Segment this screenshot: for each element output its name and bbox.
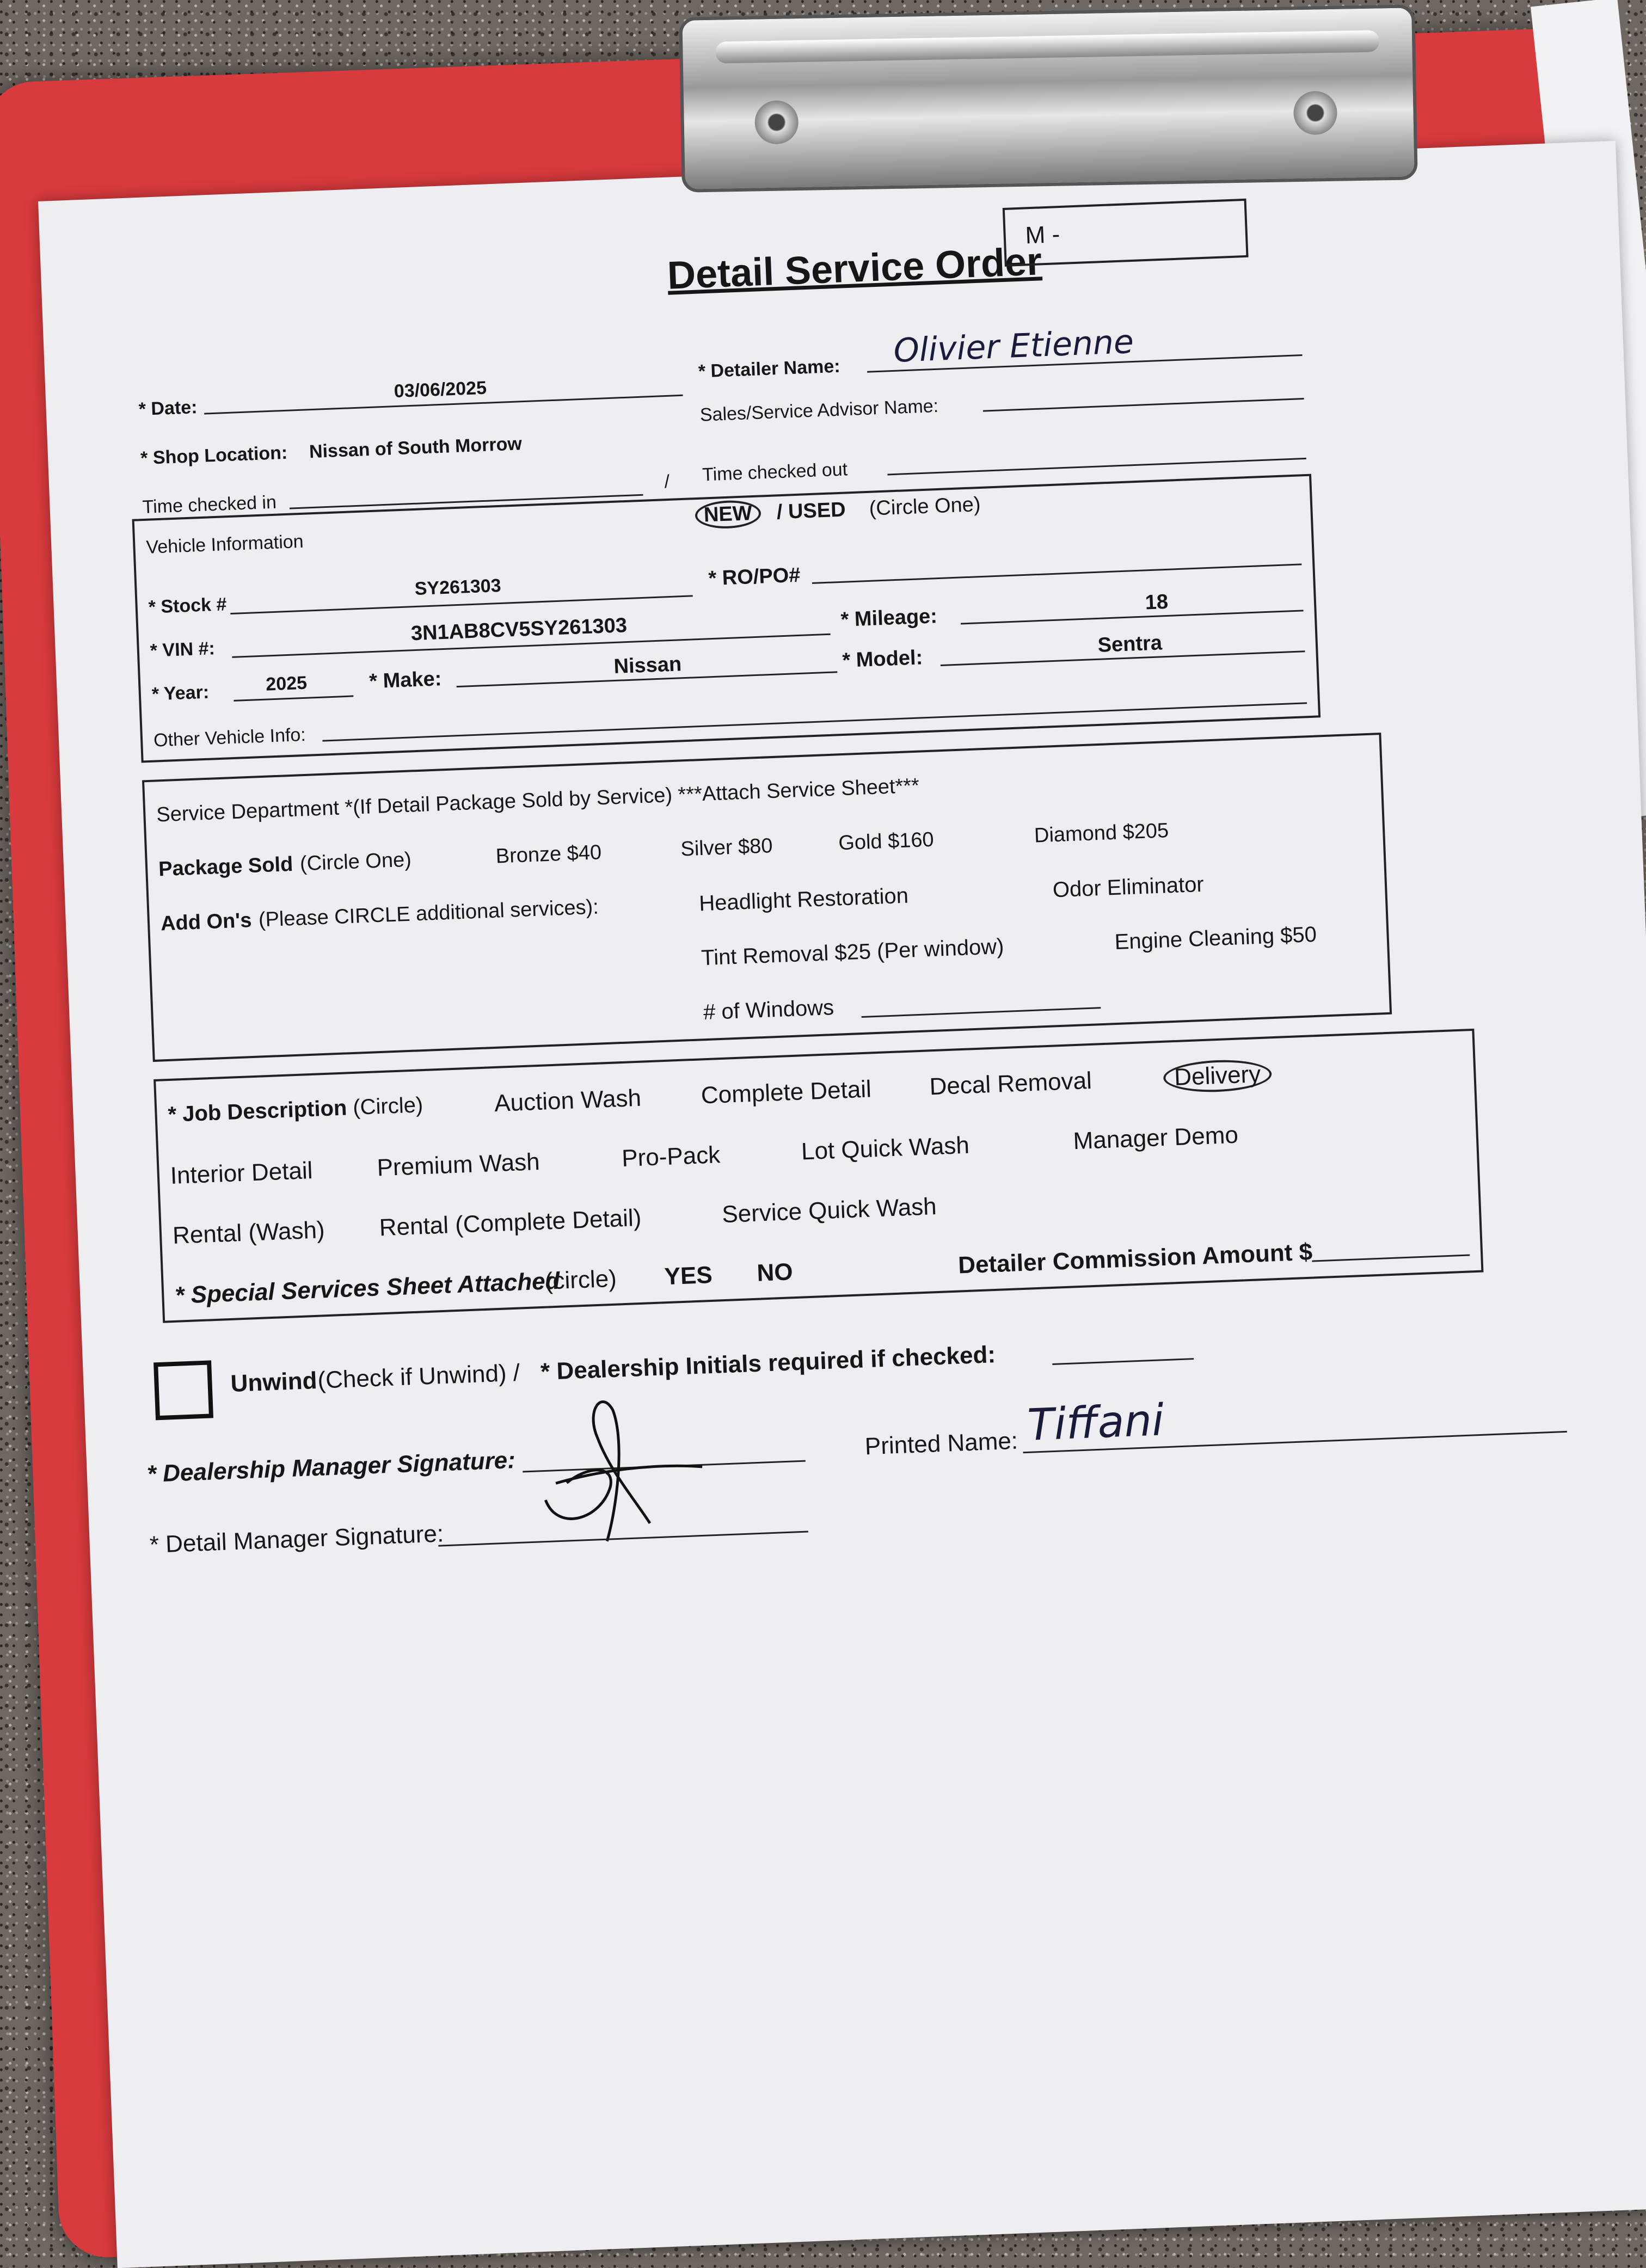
special-hint: (circle)	[544, 1265, 617, 1295]
detailer-value: Olivier Etienne	[893, 322, 1135, 370]
special-no[interactable]: NO	[756, 1258, 794, 1287]
time-out-field[interactable]	[887, 458, 1306, 476]
job-auction-wash[interactable]: Auction Wash	[494, 1084, 642, 1117]
make-value: Nissan	[613, 653, 682, 679]
unwind-hint: (Check if Unwind) /	[317, 1359, 520, 1394]
stock-field[interactable]	[230, 595, 692, 614]
year-field[interactable]	[234, 695, 353, 701]
clipboard-clip	[679, 4, 1417, 193]
make-label: * Make:	[368, 667, 443, 693]
windows-field[interactable]	[862, 1007, 1101, 1018]
package-label: Package Sold	[158, 852, 294, 881]
form-title: Detail Service Order	[666, 239, 1043, 298]
time-out-label: Time checked out	[702, 459, 848, 485]
package-bronze[interactable]: Bronze $40	[495, 841, 602, 868]
year-value: 2025	[265, 672, 308, 695]
addon-headlight[interactable]: Headlight Restoration	[698, 883, 909, 916]
job-delivery[interactable]: Delivery	[1163, 1058, 1272, 1094]
advisor-label: Sales/Service Advisor Name:	[699, 395, 939, 426]
stock-value: SY261303	[414, 575, 502, 599]
shop-value: Nissan of South Morrow	[309, 433, 523, 463]
job-manager-demo[interactable]: Manager Demo	[1072, 1121, 1239, 1155]
mgr-signature	[519, 1374, 722, 1556]
mileage-value: 18	[1145, 590, 1169, 614]
clip-rivet-left	[754, 100, 799, 144]
commission-field[interactable]	[1312, 1254, 1470, 1262]
other-info-label: Other Vehicle Info:	[153, 724, 306, 751]
initials-field[interactable]	[1052, 1358, 1194, 1365]
job-rental-wash[interactable]: Rental (Wash)	[172, 1216, 325, 1249]
time-slash: /	[664, 471, 670, 493]
printed-name-label: Printed Name:	[864, 1427, 1018, 1460]
other-info-field[interactable]	[322, 702, 1307, 741]
m-number-box[interactable]	[1003, 199, 1249, 267]
job-interior-detail[interactable]: Interior Detail	[169, 1157, 314, 1189]
job-rental-complete[interactable]: Rental (Complete Detail)	[378, 1204, 642, 1241]
advisor-field[interactable]	[983, 398, 1304, 412]
initials-label: * Dealership Initials required if checked:	[540, 1341, 996, 1386]
ro-label: * RO/PO#	[708, 563, 801, 591]
year-label: * Year:	[151, 681, 210, 705]
service-heading: Service Department *(If Detail Package Sold by Service) ***Attach Service Sheet***	[156, 774, 920, 827]
package-diamond[interactable]: Diamond $205	[1034, 819, 1169, 847]
vin-label: * VIN #:	[150, 638, 216, 661]
addons-hint: (Please CIRCLE additional services):	[258, 895, 599, 932]
time-in-label: Time checked in	[142, 491, 277, 518]
addons-label: Add On's	[160, 908, 253, 936]
model-label: * Model:	[842, 646, 923, 672]
circle-one-hint: (Circle One)	[869, 493, 981, 520]
vehicle-section-label: Vehicle Information	[145, 531, 304, 558]
detailer-label: * Detailer Name:	[698, 355, 841, 382]
job-pro-pack[interactable]: Pro-Pack	[621, 1141, 721, 1172]
addon-tint[interactable]: Tint Removal $25 (Per window)	[701, 934, 1005, 970]
job-premium-wash[interactable]: Premium Wash	[376, 1148, 541, 1182]
printed-name-value: Tiffani	[1026, 1394, 1165, 1450]
stock-label: * Stock #	[148, 594, 228, 618]
job-hint: (Circle)	[352, 1093, 423, 1120]
job-label: * Job Description	[167, 1096, 348, 1127]
ro-field[interactable]	[812, 563, 1301, 584]
job-complete-detail[interactable]: Complete Detail	[701, 1075, 872, 1109]
vehicle-section	[132, 474, 1321, 763]
job-service-quick-wash[interactable]: Service Quick Wash	[721, 1193, 937, 1228]
commission-label: Detailer Commission Amount $	[957, 1238, 1313, 1279]
service-section	[142, 733, 1392, 1062]
date-label: * Date:	[138, 397, 198, 420]
service-order-form	[38, 141, 1646, 2268]
unwind-checkbox[interactable]	[153, 1360, 213, 1420]
new-option[interactable]: NEW	[695, 499, 761, 530]
special-label: * Special Services Sheet Attached	[174, 1267, 561, 1309]
mileage-label: * Mileage:	[840, 605, 938, 631]
special-yes[interactable]: YES	[664, 1261, 713, 1290]
package-silver[interactable]: Silver $80	[680, 834, 773, 861]
mgr-signature-label: * Dealership Manager Signature:	[146, 1447, 516, 1488]
job-lot-quick-wash[interactable]: Lot Quick Wash	[801, 1132, 970, 1165]
windows-label: # of Windows	[703, 995, 834, 1025]
clip-bar	[715, 30, 1380, 63]
package-hint: (Circle One)	[299, 848, 412, 876]
job-decal-removal[interactable]: Decal Removal	[929, 1067, 1092, 1101]
m-number-label: M -	[1024, 220, 1061, 249]
shop-label: * Shop Location:	[140, 442, 288, 469]
mileage-field[interactable]	[961, 610, 1304, 624]
package-gold[interactable]: Gold $160	[838, 828, 935, 855]
addon-odor[interactable]: Odor Eliminator	[1052, 872, 1205, 902]
clip-rivet-right	[1293, 91, 1337, 135]
unwind-label: Unwind	[230, 1367, 318, 1398]
model-value: Sentra	[1097, 631, 1163, 657]
used-option[interactable]: / USED	[776, 498, 846, 524]
addon-engine[interactable]: Engine Cleaning $50	[1114, 922, 1317, 955]
vin-value: 3N1AB8CV5SY261303	[410, 614, 628, 646]
date-value: 03/06/2025	[394, 377, 487, 402]
detail-mgr-label: * Detail Manager Signature:	[149, 1520, 444, 1558]
job-section	[153, 1029, 1483, 1323]
